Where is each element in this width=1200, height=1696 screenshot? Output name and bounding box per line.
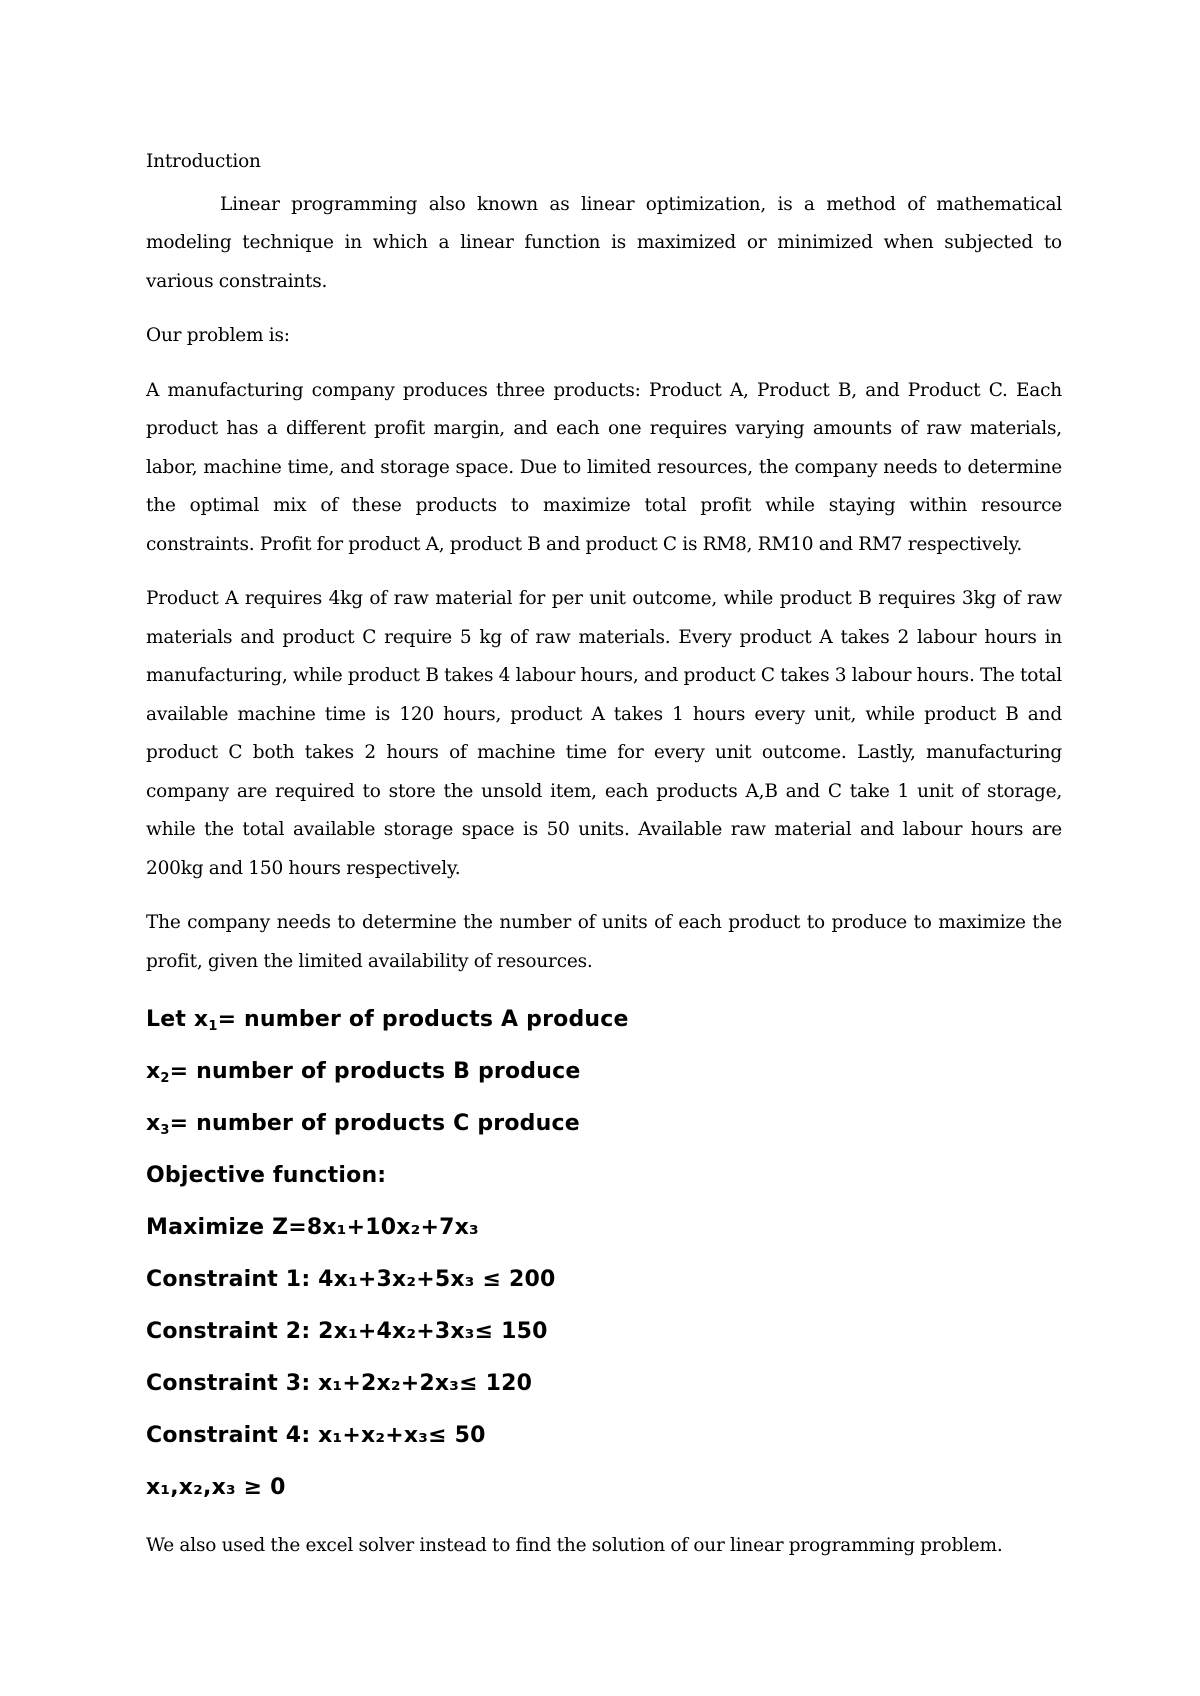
variable-symbol: x bbox=[146, 1111, 161, 1136]
variable-definition-x2 bbox=[146, 1057, 1062, 1109]
problem-paragraph-2: Product A requires 4kg of raw material for per unit outcome, while product B requires 3kg of raw materials and product C require 5 kg of raw materials. Every product A takes 2 labour hours in manufacturing, while product B takes 4 labour hours, and product C takes 3 labour hours. The total available machine time is 120 hours, product A takes 1 hours every unit, while product B and product C both takes 2 hours of machine time for every unit outcome. Lastly, manufacturing company are required to store the unsold item, each products A,B and C take 1 unit of storage, while the total available storage space is 50 units. Available raw material and labour hours are 200kg and 150 hours respectively. bbox=[146, 588, 1062, 879]
constraint-4: Constraint 4: x₁+x₂+x₃≤ 50 bbox=[146, 1423, 486, 1448]
objective-function: Maximize Z=8x₁+10x₂+7x₃ bbox=[146, 1215, 479, 1240]
subscript: 3 bbox=[160, 1123, 170, 1138]
subscript: 1 bbox=[208, 1019, 218, 1034]
subscript: 2 bbox=[160, 1071, 170, 1086]
problem-paragraph-1: A manufacturing company produces three products: Product A, Product B, and Product C. Each product has a different profit margin, and each one requires varying amounts of raw materials, labor, machine time, and storage space. Due to limited resources, the company needs to determine the optimal mix of these products to maximize total profit while staying within resource constraints. Profit for product A, product B and product C is RM8, RM10 and RM7 respectively. bbox=[146, 379, 1062, 555]
variable-description: = number of products A produce bbox=[217, 1007, 629, 1032]
variable-description: = number of products B produce bbox=[169, 1059, 581, 1084]
section-heading: Introduction bbox=[146, 151, 261, 172]
variable-symbol: x bbox=[146, 1059, 161, 1084]
model-formulation bbox=[146, 1005, 1062, 1525]
let-prefix: Let x bbox=[146, 1007, 209, 1032]
constraint-2: Constraint 2: 2x₁+4x₂+3x₃≤ 150 bbox=[146, 1319, 548, 1344]
constraint-1: Constraint 1: 4x₁+3x₂+5x₃ ≤ 200 bbox=[146, 1267, 556, 1292]
variable-definition-x1 bbox=[146, 1005, 1062, 1057]
problem-label: Our problem is: bbox=[146, 325, 290, 346]
non-negativity-constraint: x₁,x₂,x₃ ≥ 0 bbox=[146, 1475, 286, 1500]
document-content bbox=[146, 143, 1062, 1566]
problem-paragraph-3: The company needs to determine the number of units of each product to produce to maximize the profit, given the limited availability of resources. bbox=[146, 912, 1062, 972]
objective-label: Objective function: bbox=[146, 1163, 387, 1188]
variable-definition-x3 bbox=[146, 1109, 1062, 1161]
intro-paragraph: Linear programming also known as linear optimization, is a method of mathematical modeling technique in which a linear function is maximized or minimized when subjected to various constraints. bbox=[146, 193, 1062, 292]
closing-sentence: We also used the excel solver instead to find the solution of our linear programming problem. bbox=[146, 1535, 1003, 1556]
variable-description: = number of products C produce bbox=[169, 1111, 580, 1136]
constraint-3: Constraint 3: x₁+2x₂+2x₃≤ 120 bbox=[146, 1371, 533, 1396]
